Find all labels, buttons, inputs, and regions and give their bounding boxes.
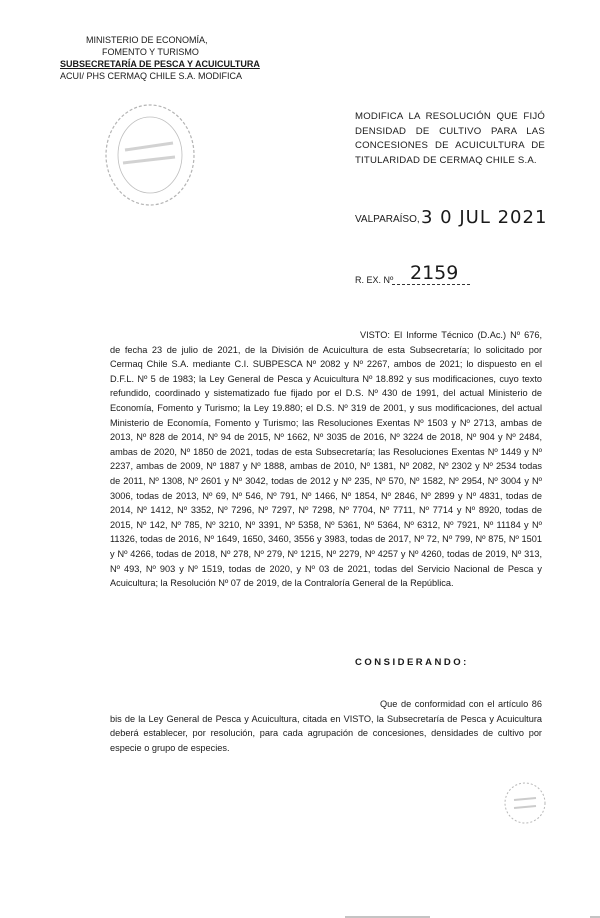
letterhead-subsecretaria: SUBSECRETARÍA DE PESCA Y ACUICULTURA: [60, 59, 260, 69]
faded-seal: [500, 778, 550, 828]
letterhead: [56, 34, 266, 82]
resolution-number-line: [392, 284, 470, 285]
faded-stamp: [95, 95, 205, 215]
page-corner-marks: [0, 905, 600, 918]
place-label: VALPARAÍSO,: [355, 214, 420, 225]
visto-paragraph: VISTO: El Informe Técnico (D.Ac.) Nº 676, de fecha 23 de julio de 2021, de la División de Acuicultura de esta Subsecretaría; lo solicitado por Cermaq Chile S.A. mediante C.I. SUBPESCA Nº 2082 y Nº 2267, ambos de 2021; lo dispuesto en el D.F.L. Nº 5 de 1983; la Ley General de Pesca y Acuicultura Nº 18.892 y sus modificaciones, cuyo texto refundido, coordinado y sistematizado fue fijado por el D.S. Nº 430 de 1991, del actual Ministerio de Economía, Fomento y Turismo; la Ley 19.880; el D.S. Nº 319 de 2001, y sus modificaciones, del actual Ministerio de Economía, Fomento y Turismo; las Resoluciones Exentas Nº 1503 y Nº 2713, ambas de 2013, Nº 828 de 2014, Nº 94 de 2015, Nº 1662, Nº 3035 de 2016, Nº 3224 de 2018, Nº 904 y Nº 2484, ambas de 2020, Nº 1850 de 2021, todas de esta Subsecretaría; las Resoluciones Exentas Nº 1449 y Nº 2237, ambas de 2009, Nº 1887 y Nº 1888, ambas de 2010, Nº 1381, Nº 2082, Nº 2302 y Nº 2534 todas de 2011, Nº 1308, Nº 2601 y Nº 3042, todas de 2012 y Nº 235, Nº 570, Nº 1582, Nº 2954, Nº 3004 y Nº 3006, todas de 2013, Nº 69, Nº 546, Nº 791, Nº 1466, Nº 1854, Nº 2846, Nº 2899 y Nº 4831, todas de 2014, Nº 1412, Nº 3352, Nº 7296, Nº 7297, Nº 7298, Nº 7704, Nº 7711, Nº 7714 y Nº 8920, todas de 2015, Nº 142, Nº 785, Nº 3210, Nº 3391, Nº 5358, Nº 5361, Nº 5364, Nº 6312, Nº 7921, Nº 11184 y Nº 11326, todas de 2016, Nº 1649, 1650, 3460, 3556 y 3983, todas de 2017, Nº 72, Nº 799, Nº 875, Nº 1501 y Nº 4266, todas de 2018, Nº 278, Nº 279, Nº 1215, Nº 2279, Nº 4257 y Nº 4260, todas de 2019, Nº 313, Nº 493, Nº 903 y Nº 1519, todas de 2020, y Nº 03 de 2021, todas del Servicio Nacional de Pesca y Acuicultura; la Resolución Nº 07 de 2019, de la Contraloría General de la República.: [110, 330, 542, 589]
document-title: MODIFICA LA RESOLUCIÓN QUE FIJÓ DENSIDAD DE CULTIVO PARA LAS CONCESIONES DE ACUICULTURA DE TITULARIDAD DE CERMAQ CHILE S.A.: [355, 111, 545, 166]
considerando-paragraph: Que de conformidad con el artículo 86 bis de la Ley General de Pesca y Acuicultura, citada en VISTO, la Subsecretaría de Pesca y Acuicultura deberá establecer, por resolución, para cada agrupación de concesiones, densidades de cultivo por especie o grupo de especies.: [110, 699, 542, 753]
letterhead-reference: ACUI/ PHS CERMAQ CHILE S.A. MODIFICA: [60, 71, 243, 81]
resolution-label: R. EX. Nº: [355, 275, 394, 285]
letterhead-ministry-2: FOMENTO Y TURISMO: [102, 47, 199, 57]
letterhead-ministry: MINISTERIO DE ECONOMÍA,: [86, 35, 208, 45]
resolution-number: 2159: [410, 262, 459, 284]
date-stamp: 3 0 JUL 2021: [421, 207, 548, 228]
considerando-heading: CONSIDERANDO:: [355, 657, 469, 668]
